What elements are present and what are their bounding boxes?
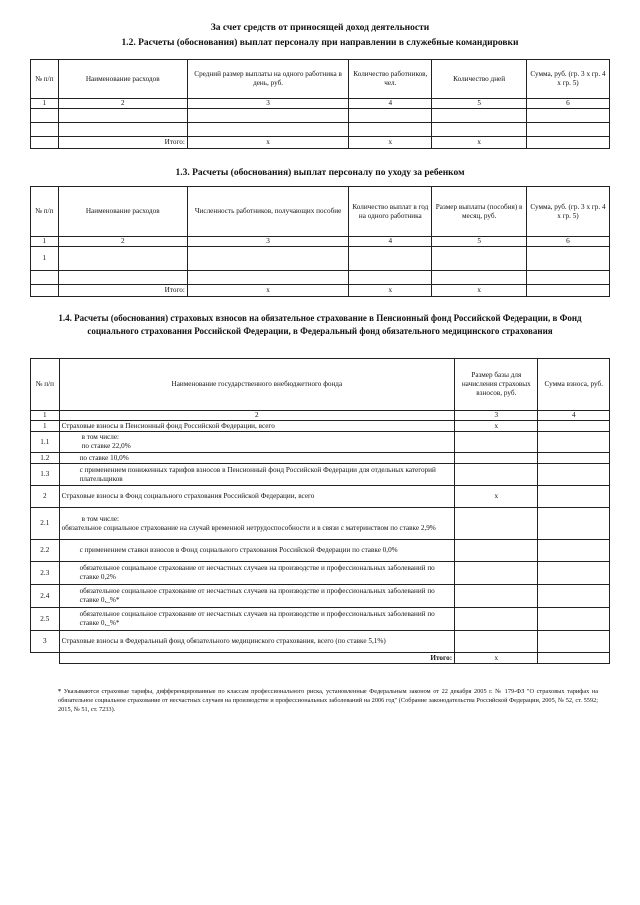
base-value (455, 540, 538, 562)
column-number: 2 (58, 99, 187, 109)
row-number: 2.1 (31, 508, 60, 540)
base-value (455, 585, 538, 608)
row-number: 3 (31, 631, 60, 653)
na-mark: х (349, 285, 432, 297)
header-cell-sum: Сумма, руб. (гр. 3 х гр. 4 х гр. 5) (526, 60, 609, 99)
column-number: 3 (455, 411, 538, 421)
column-number: 3 (187, 237, 348, 247)
empty-cell (58, 109, 187, 123)
header-cell-employee-count: Численность работников, получающих пособие (187, 187, 348, 237)
empty-cell (187, 123, 348, 137)
fund-name-line: обязательное социальное страхование на случай временной нетрудоспособности и в связи с материнством по ставке 2,9% (61, 523, 436, 532)
empty-cell (31, 285, 59, 297)
row-number: 1 (31, 247, 59, 271)
na-mark: х (432, 137, 527, 149)
fund-name: с применением ставки взносов в Фонд социального страхования Российской Федерации по ставке 0,0% (59, 540, 455, 562)
header-cell-expense-name: Наименование расходов (58, 187, 187, 237)
table-row (31, 562, 610, 585)
empty-cell (58, 247, 187, 271)
column-number-row (31, 99, 610, 109)
fund-name: обязательное социальное страхование от несчастных случаев на производстве и профессиональных заболеваний по ставке 0,_%* (59, 608, 455, 631)
table-row (31, 585, 610, 608)
header-cell-avg-payment: Средний размер выплаты на одного работника в день, руб. (187, 60, 348, 99)
row-number: 2.4 (31, 585, 60, 608)
fund-name: Страховые взносы в Фонд социального страхования Российской Федерации, всего (59, 486, 455, 508)
base-value: х (455, 421, 538, 432)
total-label: Итого: (58, 137, 187, 149)
table-row (31, 247, 610, 271)
empty-cell (58, 123, 187, 137)
row-number: 1 (31, 421, 60, 432)
fund-name: Страховые взносы в Федеральный фонд обязательного медицинского страхования, всего (по ставке 5,1%) (59, 631, 455, 653)
na-mark: х (455, 653, 538, 664)
column-number: 2 (59, 411, 455, 421)
base-value (455, 464, 538, 486)
fund-name-line: по ставке 22,0% (81, 442, 131, 450)
empty-cell (31, 123, 59, 137)
header-cell-employees: Количество работников, чел. (349, 60, 432, 99)
empty-cell (349, 123, 432, 137)
funding-source-heading: За счет средств от приносящей доход деятельности (210, 23, 430, 33)
table-row (31, 271, 610, 285)
fund-name (59, 508, 455, 540)
empty-cell (31, 653, 60, 664)
column-number: 4 (349, 99, 432, 109)
empty-cell (349, 109, 432, 123)
header-cell-sum: Сумма, руб. (гр. 3 х гр. 4 х гр. 5) (526, 187, 609, 237)
empty-cell (526, 109, 609, 123)
table-insurance-contributions (30, 358, 610, 664)
column-number: 5 (432, 99, 527, 109)
empty-cell (538, 540, 610, 562)
header-cell-fund-name: Наименование государственного внебюджетного фонда (59, 359, 455, 411)
table-row (31, 432, 610, 453)
column-number: 1 (31, 99, 59, 109)
fund-name-line: в том числе: (81, 433, 120, 441)
na-mark: х (187, 137, 348, 149)
empty-cell (538, 508, 610, 540)
header-cell-no: № п/п (31, 359, 60, 411)
base-value (455, 562, 538, 585)
empty-cell (526, 271, 609, 285)
footnote-text: Указываются страховые тарифы, дифференцированные по классам профессионального риска, установленные Федеральным законом от 22 декабря 2005 г. № 179-ФЗ "О страховых тарифах на обязательное социальное страхование от несчастных случаев на производстве и профессиональных заболеваний на 2006 год" (Собрание законодательства Российской Федерации, 2005, № 52, ст. 5592; 2015, № 51, ст. 7233). (58, 688, 598, 713)
empty-cell (432, 271, 527, 285)
fund-name: с применением пониженных тарифов взносов в Пенсионный фонд Российской Федерации для отдельных категорий плательщиков (59, 464, 455, 486)
table-header-row (31, 359, 610, 411)
empty-cell (31, 109, 59, 123)
total-label: Итого: (58, 285, 187, 297)
base-value (455, 508, 538, 540)
column-number: 6 (526, 237, 609, 247)
table-row (31, 508, 610, 540)
row-number: 2.5 (31, 608, 60, 631)
column-number: 6 (526, 99, 609, 109)
empty-cell (538, 631, 610, 653)
empty-cell (187, 271, 348, 285)
empty-cell (432, 109, 527, 123)
row-number: 2.2 (31, 540, 60, 562)
empty-cell (349, 247, 432, 271)
empty-cell (538, 653, 610, 664)
table-business-trips (30, 59, 610, 149)
column-number-row (31, 237, 610, 247)
empty-cell (58, 271, 187, 285)
base-value (455, 453, 538, 464)
empty-cell (538, 562, 610, 585)
table-row (31, 486, 610, 508)
fund-name: обязательное социальное страхование от несчастных случаев на производстве и профессиональных заболеваний по ставке 0,_%* (59, 585, 455, 608)
empty-cell (526, 285, 609, 297)
footnote-marker: * (58, 688, 62, 695)
base-value (455, 608, 538, 631)
header-cell-base: Размер базы для начисления страховых взносов, руб. (455, 359, 538, 411)
column-number: 3 (187, 99, 348, 109)
empty-cell (526, 247, 609, 271)
header-cell-days: Количество дней (432, 60, 527, 99)
table-row (31, 421, 610, 432)
column-number: 1 (31, 411, 60, 421)
empty-cell (538, 486, 610, 508)
empty-cell (538, 585, 610, 608)
empty-cell (432, 247, 527, 271)
section-1-4-title: 1.4. Расчеты (обоснования) страховых взносов на обязательное страхование в Пенсионный фонд Российской Федерации, в Фонд социального страхования Российской Федерации, в Федеральный фонд обязательного медицинского страхования (58, 313, 582, 336)
section-1-3-title: 1.3. Расчеты (обоснования) выплат персоналу по уходу за ребенком (175, 168, 465, 178)
empty-cell (31, 137, 59, 149)
row-number: 2.3 (31, 562, 60, 585)
empty-cell (538, 421, 610, 432)
empty-cell (538, 608, 610, 631)
empty-cell (187, 247, 348, 271)
fund-name: Страховые взносы в Пенсионный фонд Российской Федерации, всего (59, 421, 455, 432)
column-number: 1 (31, 237, 59, 247)
header-cell-contribution-sum: Сумма взноса, руб. (538, 359, 610, 411)
table-header-row (31, 187, 610, 237)
table-row (31, 464, 610, 486)
row-number: 2 (31, 486, 60, 508)
empty-cell (538, 432, 610, 453)
base-value: х (455, 486, 538, 508)
header-cell-no: № п/п (31, 60, 59, 99)
empty-cell (349, 271, 432, 285)
table-row (31, 540, 610, 562)
base-value (455, 631, 538, 653)
na-mark: х (349, 137, 432, 149)
empty-cell (187, 109, 348, 123)
column-number-row (31, 411, 610, 421)
fund-name (59, 432, 455, 453)
row-number: 1.1 (31, 432, 60, 453)
table-row (31, 631, 610, 653)
na-mark: х (187, 285, 348, 297)
header-cell-monthly-allowance: Размер выплаты (пособия) в месяц, руб. (432, 187, 527, 237)
table-header-row (31, 60, 610, 99)
column-number: 2 (58, 237, 187, 247)
table-row (31, 453, 610, 464)
header-cell-payments-per-year: Количество выплат в год на одного работника (349, 187, 432, 237)
empty-cell (432, 123, 527, 137)
column-number: 5 (432, 237, 527, 247)
na-mark: х (432, 285, 527, 297)
empty-cell (538, 453, 610, 464)
total-row (31, 285, 610, 297)
table-row (31, 109, 610, 123)
header-cell-expense-name: Наименование расходов (58, 60, 187, 99)
table-childcare (30, 186, 610, 297)
column-number: 4 (538, 411, 610, 421)
section-1-2-title: 1.2. Расчеты (обоснования) выплат персоналу при направлении в служебные командировки (121, 38, 519, 48)
fund-name-line: в том числе: (81, 514, 120, 523)
table-row (31, 608, 610, 631)
empty-cell (31, 271, 59, 285)
total-row (31, 137, 610, 149)
empty-cell (526, 137, 609, 149)
table-row (31, 123, 610, 137)
total-row (31, 653, 610, 664)
empty-cell (538, 464, 610, 486)
column-number: 4 (349, 237, 432, 247)
total-label: Итого: (59, 653, 455, 664)
row-number: 1.2 (31, 453, 60, 464)
fund-name: по ставке 10,0% (59, 453, 455, 464)
fund-name: обязательное социальное страхование от несчастных случаев на производстве и профессиональных заболеваний по ставке 0,2% (59, 562, 455, 585)
row-number: 1.3 (31, 464, 60, 486)
base-value (455, 432, 538, 453)
empty-cell (526, 123, 609, 137)
header-cell-no: № п/п (31, 187, 59, 237)
footnote (58, 688, 598, 714)
